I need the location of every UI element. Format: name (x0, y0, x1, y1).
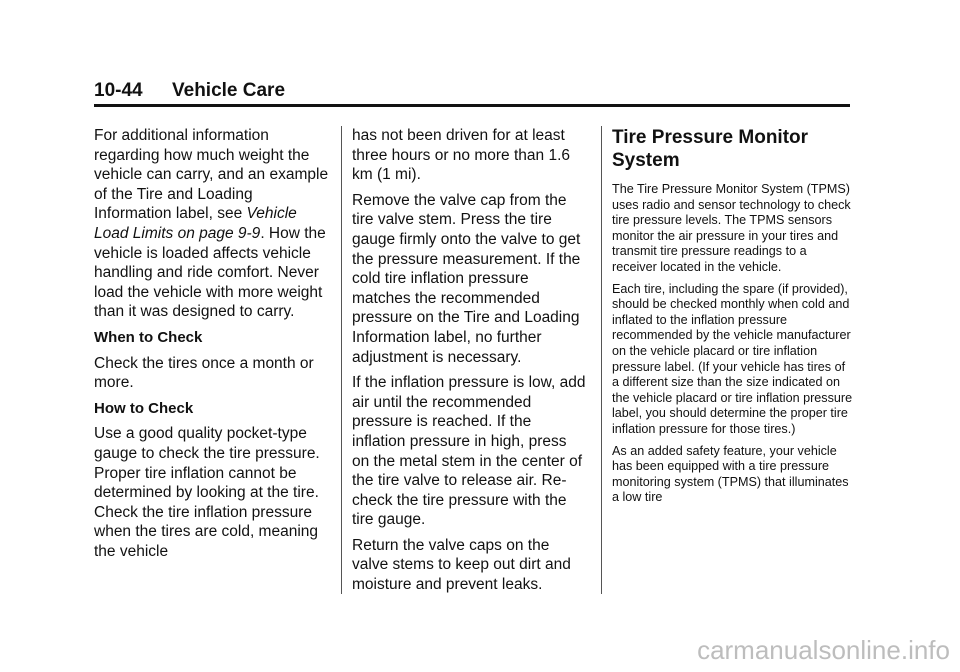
section-title-header: Vehicle Care (172, 80, 286, 101)
header-text (94, 80, 285, 102)
column-2 (352, 126, 588, 601)
paragraph-adjust-pressure: If the inflation pressure is low, add air until the recommended pressure is reached. If the inflation pressure in high, press on the metal stem in the center of the tire valve to release air. Re-check the tire pressure with the tire gauge. (352, 374, 586, 529)
watermark: carmanualsonline.info (697, 635, 950, 665)
header-rule (94, 104, 850, 107)
intro-text: For additional information regarding how much weight the vehicle can carry, and an example of the Tire and Loading Information label, see (94, 127, 329, 223)
paragraph-monthly-check: Each tire, including the spare (if provided), should be checked monthly when cold and inflated to the inflation pressure recommended by the vehicle manufacturer on the vehicle placard or tire inflation pressure label. (If your vehicle has tires of a different size than the size indicated on the vehicle placard or tire inflation pressure label, you should determine the proper tire inflation pressure for those tires.) (612, 281, 853, 436)
when-to-check-heading: When to Check (94, 328, 203, 346)
paragraph-driving-time: has not been driven for at least three hours or no more than 1.6 km (1 mi). (352, 127, 570, 184)
paragraph-measure-pressure: Remove the valve cap from the tire valve stem. Press the tire gauge firmly onto the valve to get the pressure measurement. If the cold tire inflation pressure matches the recommended pressure on the Tire and Loading Information label, no further adjustment is necessary. (352, 191, 581, 366)
column-3 (612, 126, 854, 512)
column-divider-1 (341, 126, 342, 594)
column-1 (94, 126, 330, 567)
page-number: 10-44 (94, 80, 143, 101)
intro-paragraph (94, 126, 330, 322)
page-header (94, 80, 850, 106)
how-to-check-heading: How to Check (94, 399, 194, 417)
tpms-section-title: Tire Pressure Monitor System (612, 127, 809, 171)
paragraph-tpms-intro: The Tire Pressure Monitor System (TPMS) uses radio and sensor technology to check tire pressure levels. The TPMS sensors monitor the air pressure in your tires and transmit tire pressure readings to a receiver located in the vehicle. (612, 182, 851, 274)
intro-text-continued: . How the vehicle is loaded affects vehicle handling and ride comfort. Never load the vehicle with more weight than it was designed to carry. (94, 224, 326, 321)
when-to-check-text: Check the tires once a month or more. (94, 354, 314, 392)
paragraph-valve-caps: Return the valve caps on the valve stems to keep out dirt and moisture and prevent leaks. (352, 536, 571, 594)
how-to-check-text: Use a good quality pocket-type gauge to check the tire pressure. Proper tire inflation cannot be determined by looking at the tire. Check the tire inflation pressure when the tires are cold, meaning the vehicle (94, 425, 320, 560)
paragraph-safety-feature: As an added safety feature, your vehicle has been equipped with a tire pressure monitoring system (TPMS) that illuminates a low tire (612, 443, 849, 505)
column-divider-2 (601, 126, 602, 594)
cross-reference-link[interactable]: Vehicle Load Limits on page 9-9 (94, 205, 297, 242)
